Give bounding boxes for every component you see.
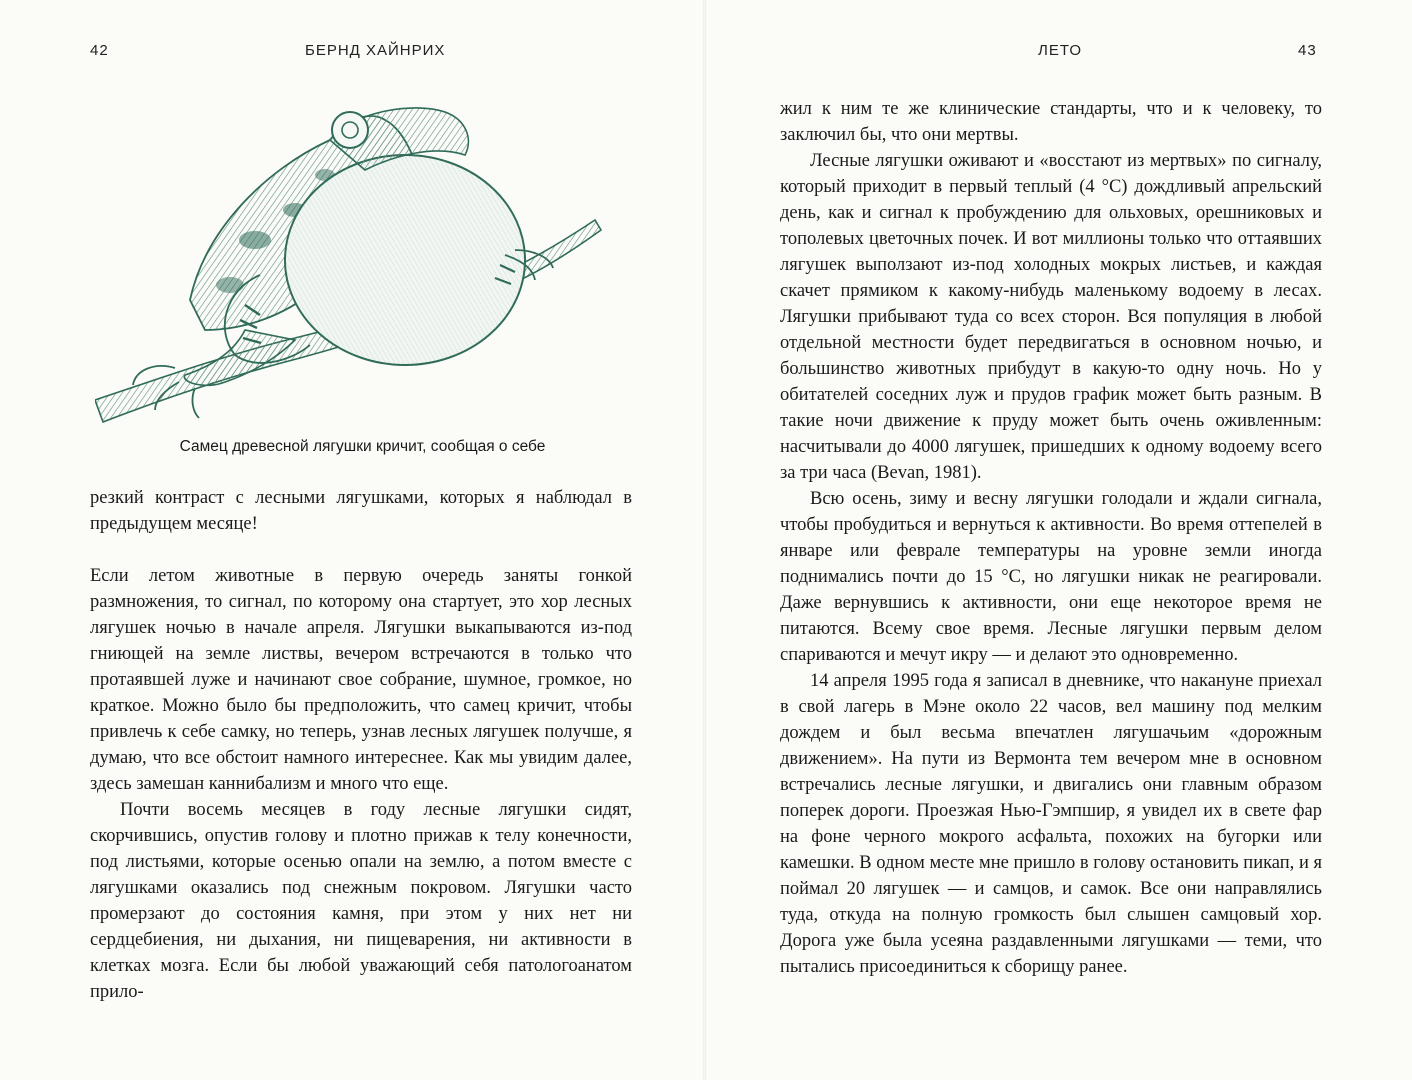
paragraph: Всю осень, зиму и весну лягушки голодали и ждали сигнала, чтобы пробудиться и вернуться к активности. Во время оттепелей в январе или феврале температуры на уровне земли иногда поднимались почти до 15 °С, но лягушки никак не реагировали. Даже вернувшись к активности, они еще некоторое время не питаются. Всему свое время. Лесные лягушки первым делом спариваются и мечут икру — и делают это одновременно. bbox=[780, 489, 1322, 665]
paragraph: Если летом животные в первую очередь заняты гонкой размножения, то сигнал, по которому она стартует, это хор лесных лягушек ночью в начале апреля. Лягушки выкапываются из-под гниющей на земле листвы, вечером встречаются в только что протаявшей луже и начинают свое собрание, шумное, громкое, но краткое. Можно было бы предположить, что самец кричит, чтобы привлечь к себе самку, но теперь, узнав лесных лягушек получше, я думаю, что все обстоит намного интереснее. Как мы увидим далее, здесь замешан каннибализм и много что еще. bbox=[90, 566, 632, 794]
right-body-text bbox=[780, 96, 1322, 980]
section-break bbox=[90, 537, 632, 563]
paragraph: Лесные лягушки оживают и «восстают из мертвых» по сигналу, который приходит в первый теплый (4 °С) дождливый апрельский день, как и сигнал к пробуждению для ольховых, орешниковых и тополевых цветочных почек. И вот миллионы только что оттаявших лягушек выползают из-под холодных мокрых листьев, и каждая скачет прямиком к какому-нибудь маленькому водоему в лесах. Лягушки прибывают туда со всех сторон. Вся популяция в любой отдельной местности будет передвигаться в основном ночью, и большинство животных прибудут в какую-то одну ночь. Но у обитателей соседних луж и прудов график может быть разным. В такие ночи движение к пруду может быть очень оживленным: насчитывали до 4000 лягушек, пришедших к одному водоему всего за три часа (Bevan, 1981). bbox=[780, 151, 1322, 483]
right-page bbox=[706, 0, 1412, 1080]
continuation-paragraph: резкий контраст с лесными лягушками, которых я наблюдал в предыдущем месяце! bbox=[90, 488, 632, 534]
running-head-chapter: ЛЕТО bbox=[1038, 42, 1083, 59]
continuation-paragraph: жил к ним те же клинические стандарты, что и к человеку, то заключил бы, что они мертвы. bbox=[780, 99, 1322, 145]
running-head-author: БЕРНД ХАЙНРИХ bbox=[305, 42, 446, 59]
left-page bbox=[0, 0, 705, 1080]
paragraph: Почти восемь месяцев в году лесные лягушки сидят, скорчившись, опустив голову и плотно прижав к телу конечности, под листьями, которые осенью опали на землю, а потом вместе с лягушками оказались под снежным покровом. Лягушки часто промерзают до состояния камня, при этом у них нет ни сердцебиения, ни дыхания, ни пищеварения, ни активности в клетках мозга. Если бы любой уважающий себя патологоанатом прило- bbox=[90, 800, 632, 1002]
page-number-right: 43 bbox=[1298, 42, 1317, 59]
paragraph: 14 апреля 1995 года я записал в дневнике, что накануне приехал в свой лагерь в Мэне около 22 часов, вел машину под мелким дождем и был весьма впечатлен лягушачьим «дорожным движением». На пути из Вермонта тем вечером мне в основном встречались лесные лягушки, и двигались они главным образом поперек дороги. Проезжая Нью-Гэмпшир, я увидел их в свете фар на фоне черного мокрого асфальта, похожих на бугорки или камешки. В одном месте мне пришло в голову остановить пикап, и я поймал 20 лягушек — и самцов, и самок. Все они направлялись туда, откуда на полную громкость был слышен самцовый хор. Дорога уже была усеяна раздавленными лягушками — теми, что пытались присоединиться к сборищу ранее. bbox=[780, 671, 1322, 977]
page-number-left: 42 bbox=[90, 42, 109, 59]
left-body-text bbox=[90, 485, 632, 1005]
frog-drawing-icon bbox=[95, 100, 635, 430]
figure-caption: Самец древесной лягушки кричит, сообщая о себе bbox=[179, 438, 546, 455]
